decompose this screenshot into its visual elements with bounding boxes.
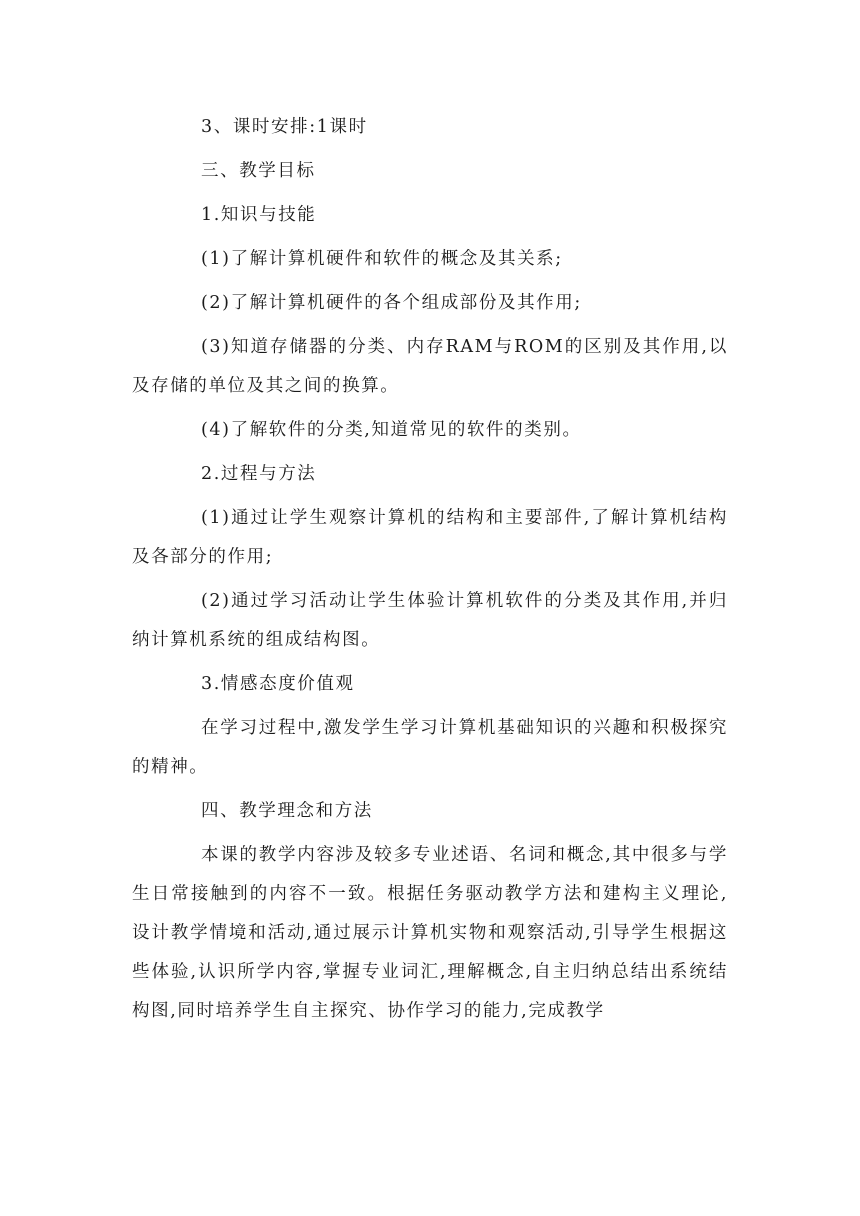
paragraph-philosophy: 本课的教学内容涉及较多专业述语、名词和概念,其中很多与学生日常接触到的内容不一致。根据任务驱动教学方法和建构主义理论,设计教学情境和活动,通过展示计算机实物和观察活动,引导学生根据这些体验,认识所学内容,掌握专业词汇,理解概念,自主归纳总结出系统结构图,同时培养学生自主探究、协作学习的能力,完成教学 [132, 845, 728, 1021]
heading-teaching-philosophy: 四、教学理念和方法 [201, 801, 373, 821]
paragraph-process-1: (1)通过让学生观察计算机的结构和主要部件,了解计算机结构及各部分的作用; [132, 508, 728, 567]
paragraph-objective-2: (2)了解计算机硬件的各个组成部份及其作用; [201, 293, 582, 313]
document-body [132, 108, 728, 1031]
paragraph-process-2: (2)通过学习活动让学生体验计算机软件的分类及其作用,并归纳计算机系统的组成结构图。 [132, 591, 728, 650]
heading-teaching-objectives: 三、教学目标 [201, 161, 316, 181]
paragraph-emotion: 在学习过程中,激发学生学习计算机基础知识的兴趣和积极探究的精神。 [132, 718, 728, 777]
subheading-process-methods: 2.过程与方法 [201, 464, 317, 484]
paragraph-class-hours: 3、课时安排:1课时 [201, 117, 368, 137]
paragraph-objective-1: (1)了解计算机硬件和软件的概念及其关系; [201, 249, 563, 269]
paragraph-objective-3: (3)知道存储器的分类、内存RAM与ROM的区别及其作用,以及存储的单位及其之间的换算。 [132, 337, 728, 396]
subheading-knowledge-skills: 1.知识与技能 [201, 205, 317, 225]
subheading-emotion-values: 3.情感态度价值观 [201, 674, 355, 694]
paragraph-objective-4: (4)了解软件的分类,知道常见的软件的类别。 [201, 420, 582, 440]
